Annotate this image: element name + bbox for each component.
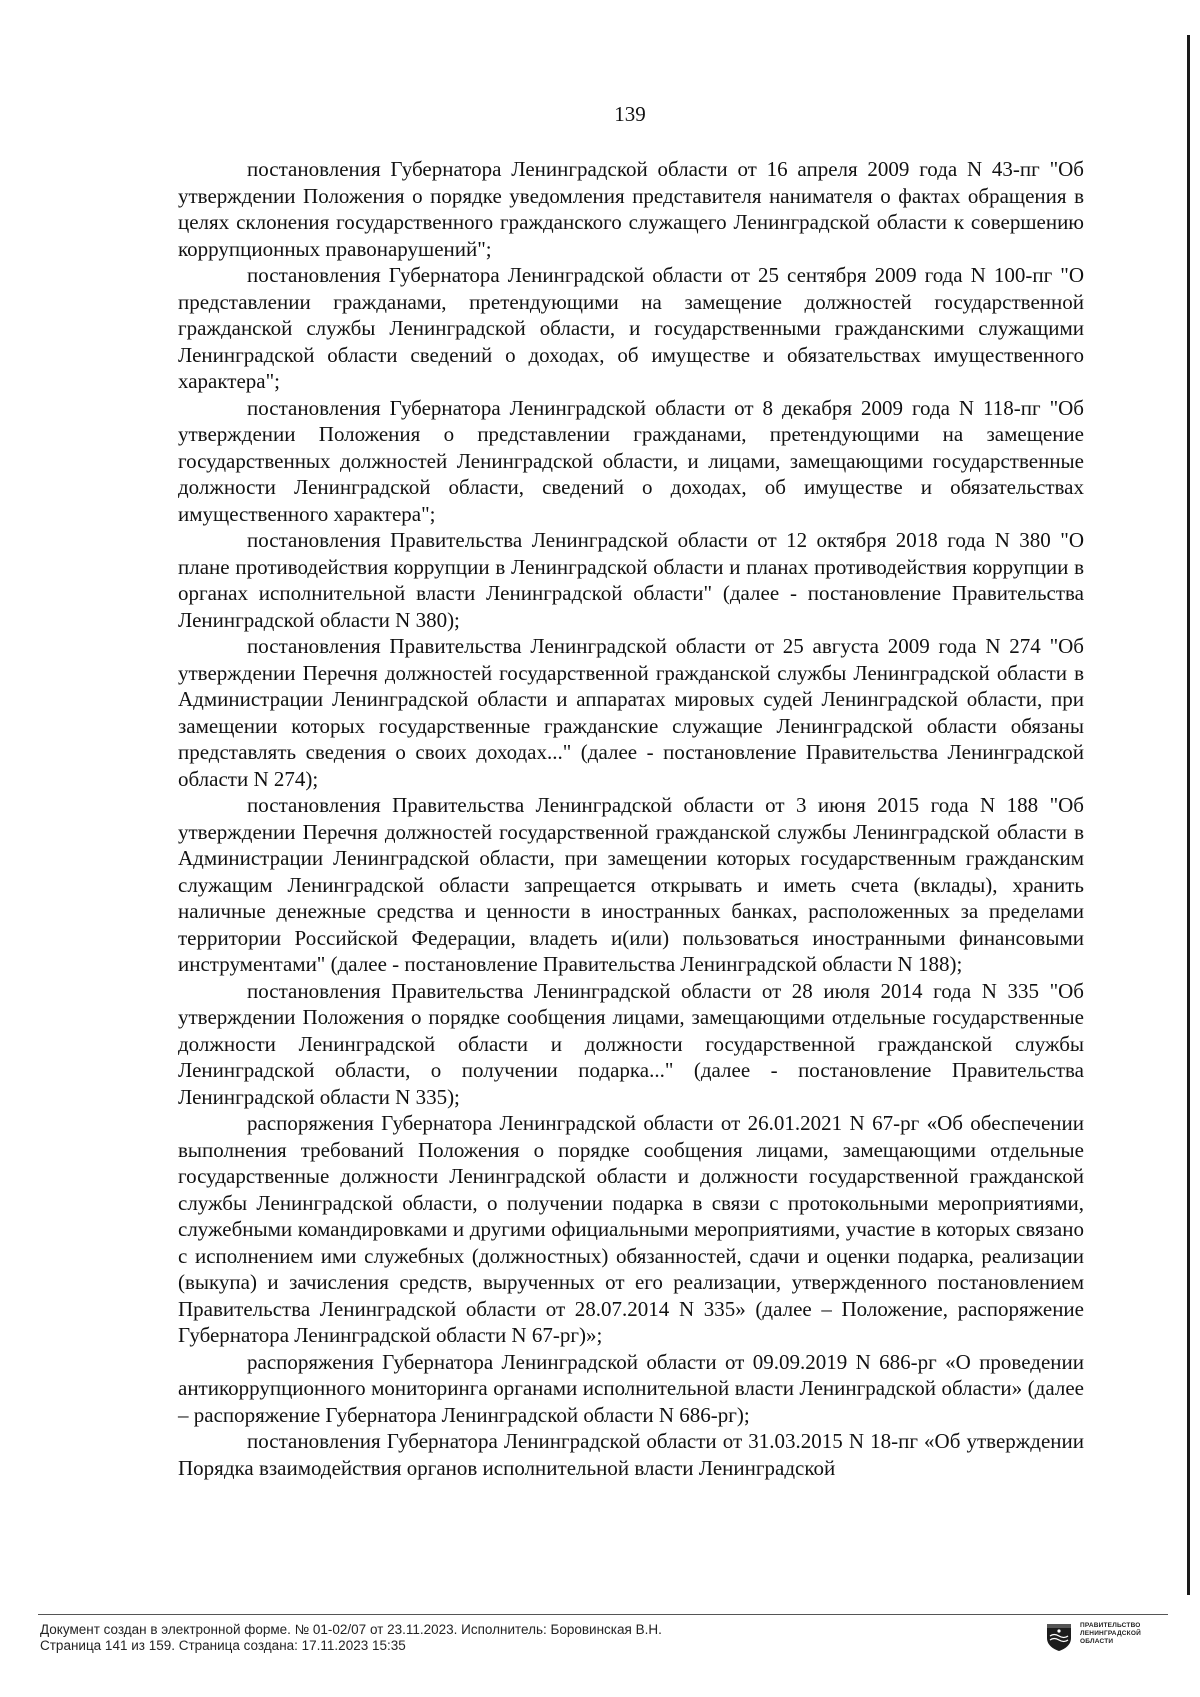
paragraph: постановления Губернатора Ленинградской области от 25 сентября 2009 года N 100-пг "О представлении гражданами, претендующими на замещение должностей государственной гражданской службы Ленинградской области, и государственными гражданскими служащими Ленинградской области сведений о доходах, об имуществе и обязательствах имущественного характера"; (178, 263, 1084, 393)
paragraph: постановления Правительства Ленинградской области от 12 октября 2018 года N 380 "О плане противодействия коррупции в Ленинградской области и планах противодействия коррупции в органах исполнительной власти Ленинградской области" (далее - постановление Правительства Ленинградской области N 380); (178, 528, 1084, 632)
scan-edge-line (1187, 35, 1190, 1595)
paragraph: постановления Правительства Ленинградской области от 3 июня 2015 года N 188 "Об утверждении Перечня должностей государственной гражданской службы Ленинградской области в Администрации Ленинградской области, при замещении которых государственным гражданским служащим Ленинградской области запрещается открывать и иметь счета (вклады), хранить наличные денежные средства и ценности в иностранных банках, расположенных за пределами территории Российской Федерации, владеть и(или) пользоваться иностранными финансовыми инструментами" (далее - постановление Правительства Ленинградской области N 188); (178, 793, 1084, 976)
paragraph: распоряжения Губернатора Ленинградской области от 09.09.2019 N 686-рг «О проведении антикоррупционного мониторинга органами исполнительной власти Ленинградской области» (далее – распоряжение Губернатора Ленинградской области N 686-рг); (178, 1349, 1084, 1427)
org-name-line: ОБЛАСТИ (1080, 1638, 1114, 1645)
organization-logo (1046, 1622, 1141, 1652)
paragraph: постановления Губернатора Ленинградской области от 8 декабря 2009 года N 118-пг "Об утверждении Положения о представлении гражданами, претендующими на замещение государственных должностей Ленинградской области, и лицами, замещающими государственные должности Ленинградской области, сведений о доходах, об имуществе и обязательствах имущественного характера"; (178, 395, 1084, 526)
paragraph: распоряжения Губернатора Ленинградской области от 26.01.2021 N 67-рг «Об обеспечении выполнения требований Положения о порядке сообщения лицами, замещающими отдельные государственные должности Ленинградской области и должности государственной гражданской службы Ленинградской области, о получении подарка в связи с протокольными мероприятиями, служебными командировками и другими официальными мероприятиями, участие в которых связано с исполнением ими служебных (должностных) обязанностей, сдачи и оценки подарка, реализации (выкупа) и зачисления средств, вырученных от его реализации, утвержденного постановлением Правительства Ленинградской области от 28.07.2014 N 335» (далее – Положение, распоряжение Губернатора Ленинградской области N 67-рг)»; (178, 1111, 1084, 1347)
footer-page-info: Страница 141 из 159. Страница создана: 17.11.2023 15:35 (40, 1638, 406, 1653)
footer-document-info: Документ создан в электронной форме. № 01-02/07 от 23.11.2023. Исполнитель: Боровинская В.Н. (40, 1622, 662, 1637)
footer-divider (38, 1614, 1168, 1615)
organization-name (1080, 1622, 1141, 1646)
page-number: 139 (614, 102, 646, 126)
document-footer (40, 1622, 662, 1654)
paragraph: постановления Губернатора Ленинградской области от 16 апреля 2009 года N 43-пг "Об утверждении Положения о порядке уведомления представителя нанимателя о фактах обращения в целях склонения государственного гражданского служащего Ленинградской области к совершению коррупционных правонарушений"; (178, 157, 1084, 261)
org-name-line: ПРАВИТЕЛЬСТВО (1080, 1622, 1141, 1629)
coat-of-arms-icon (1046, 1622, 1072, 1652)
paragraph: постановления Правительства Ленинградской области от 28 июля 2014 года N 335 "Об утверждении Положения о порядке сообщения лицами, замещающими отдельные государственные должности Ленинградской области и должности государственной гражданской службы Ленинградской области, о получении подарка..." (далее - постановление Правительства Ленинградской области N 335); (178, 978, 1084, 1109)
paragraph: постановления Правительства Ленинградской области от 25 августа 2009 года N 274 "Об утверждении Перечня должностей государственной гражданской службы Ленинградской области в Администрации Ленинградской области и аппаратах мировых судей Ленинградской области, при замещении которых государственные гражданские служащие Ленинградской области обязаны представлять сведения о своих доходах..." (далее - постановление Правительства Ленинградской области N 274); (178, 634, 1084, 791)
org-name-line: ЛЕНИНГРАДСКОЙ (1080, 1630, 1141, 1637)
document-body (178, 156, 1084, 1481)
paragraph: постановления Губернатора Ленинградской области от 31.03.2015 N 18-пг «Об утверждении Порядка взаимодействия органов исполнительной власти Ленинградской (178, 1429, 1084, 1480)
